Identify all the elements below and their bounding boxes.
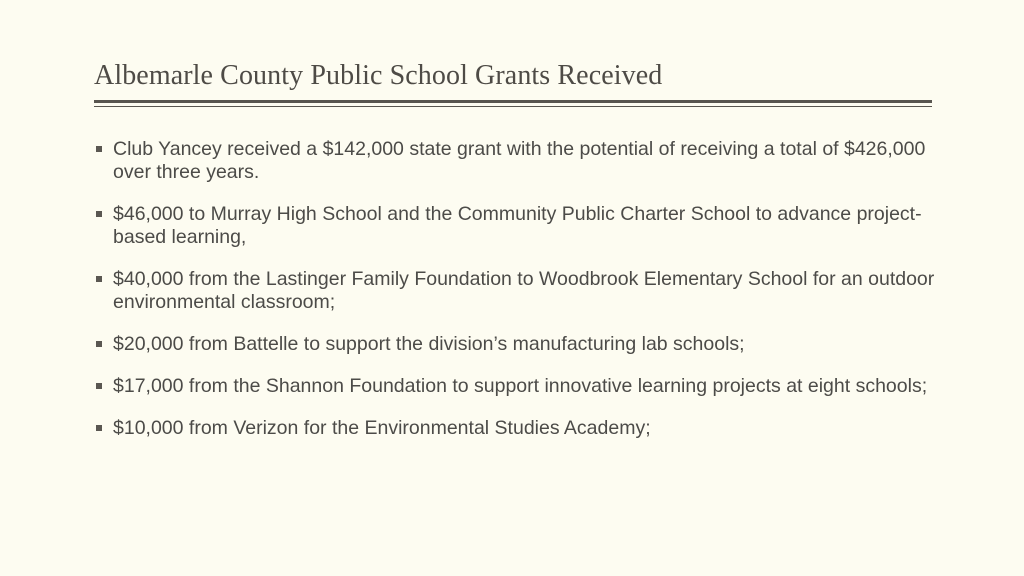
square-bullet-icon xyxy=(96,276,102,282)
bullet-item-murray-high xyxy=(94,203,944,249)
title-rule-thin xyxy=(94,106,932,107)
bullet-item-lastinger xyxy=(94,268,944,314)
square-bullet-icon xyxy=(96,146,102,152)
square-bullet-icon xyxy=(96,341,102,347)
title-rule-thick xyxy=(94,100,932,103)
square-bullet-icon xyxy=(96,425,102,431)
bullet-text: $46,000 to Murray High School and the Community Public Charter School to advance project-based learning, xyxy=(113,203,922,248)
square-bullet-icon xyxy=(96,383,102,389)
bullet-text: $20,000 from Battelle to support the division’s manufacturing lab schools; xyxy=(113,333,745,355)
bullet-list xyxy=(94,138,944,459)
bullet-item-shannon xyxy=(94,375,944,398)
square-bullet-icon xyxy=(96,211,102,217)
bullet-item-verizon xyxy=(94,417,944,440)
bullet-text: Club Yancey received a $142,000 state grant with the potential of receiving a total of $426,000 over three years. xyxy=(113,138,926,183)
bullet-text: $17,000 from the Shannon Foundation to support innovative learning projects at eight schools; xyxy=(113,375,928,397)
bullet-text: $10,000 from Verizon for the Environmental Studies Academy; xyxy=(113,417,651,439)
bullet-item-battelle xyxy=(94,333,944,356)
bullet-item-club-yancey xyxy=(94,138,944,184)
slide-title: Albemarle County Public School Grants Received xyxy=(94,60,663,91)
bullet-text: $40,000 from the Lastinger Family Foundation to Woodbrook Elementary School for an outdoor environmental classroom; xyxy=(113,268,935,313)
